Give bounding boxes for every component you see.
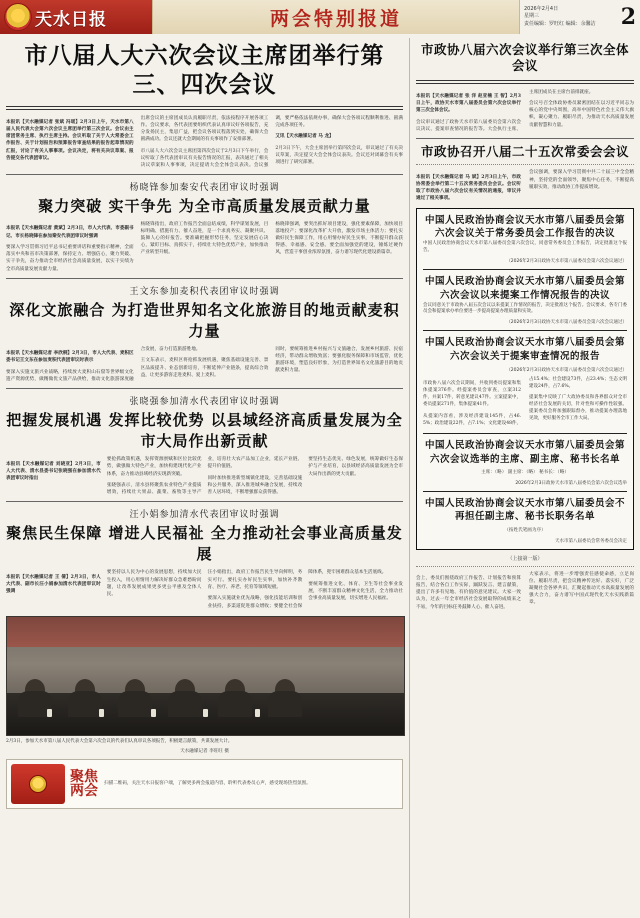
divider xyxy=(6,278,403,279)
paragraph: 杨晓锋指出，政府工作报告全面总结成绩，科学谋划发展，目标明确、措施有力、催人奋进，是一个求真务实、凝聚共识、鼓舞人心的好报告。要准确把握形势任务，坚定发展信心决心，紧盯目标、真抓实干，持续壮大特色优势产业，加快推动产业转型升级。 xyxy=(140,221,269,256)
lead-headline: 市八届人大六次会议主席团举行第三、四次会议 xyxy=(24,42,385,98)
divider xyxy=(416,164,634,165)
resolution-date: （2026年2月3日政协天水市第八届委员会第六次会议通过） xyxy=(506,320,627,326)
photo-caption: 2月3日，参加天水市第八届人民代表大会第六次会议的代表们认真审议各项报告，积极建言献策，共谋发展大计。 xyxy=(6,738,233,744)
article-section xyxy=(6,507,403,609)
divider xyxy=(6,501,403,502)
paragraph: 出席会议的主席团成员认真履职尽责，依法按程序开展各项工作。会议要求，各代表团要组织代表认真审议好各项报告，充分发扬民主，集思广益，把会议各项议程落到实处，确保大会圆满成功。会议还就大会期间的有关事项作了安排部署。 xyxy=(140,115,269,142)
divider xyxy=(6,106,403,110)
right-article-1 xyxy=(416,89,634,134)
resolution-date: （2026年2月3日政协天水市第八届委员会第六次会议通过） xyxy=(506,258,627,264)
paragraph: 本报讯【天水融媒记者 刘晓亚】2月3日，市人大代表、清水县委书记张晓强在参加清水代表团审议时指出 xyxy=(6,461,101,482)
paragraph: 王文东表示，麦积区将抢抓发展机遇，聚焦基础设施完善、景区品质提升、业态创新培育，不断延伸产业链条，提高综合效益，让更多游客走进麦积、爱上麦积。 xyxy=(140,358,269,378)
paragraph: 要坚持生态优先、绿色发展，统筹做好生态保护与产业培育，以县域经济高质量发展为全市大局作出新的更大贡献。 xyxy=(308,457,403,477)
article-section xyxy=(6,180,403,273)
paragraph: 要深入实施文旅兴业战略，持续放大麦积山石窟等世界级文化遗产资源优势，做精做优文旅产品供给，推动文化旅游深度融合发展，奋力打造旅游胜地。 xyxy=(6,346,201,383)
photo-credit: 天水融媒记者 李旺旺 摄 xyxy=(180,749,229,755)
paragraph: 会议号召全体政协委员紧密团结在以习近平同志为核心的党中央周围，高举中国特色社会主义伟大旗帜，凝心聚力、履职尽责，为推动天水高质量发展贡献智慧和力量。 xyxy=(529,101,634,128)
paragraph: 会议强调，要深入学习贯彻中共二十届三中全会精神，坚持党的全面领导，聚焦中心任务，不断提高履职实效，推动政协工作提质增效。 xyxy=(529,170,634,190)
paragraph: 杨晓锋强调，要突出抓好项目建设，强化要素保障，加快项目落地投产；要深化改革扩大开放，激发市场主体活力；要扎实做好民生保障工作，用心用情办好民生实事，不断提升群众获得感、幸福感、安全感。要全面加强党的建设，锤炼过硬作风，营造干事创业浓厚氛围，奋力谱写现代化建设新篇章。 xyxy=(275,221,403,256)
paragraph: 大家表示，将进一步增强责任感使命感，立足岗位、履职尽责，把会议精神传达好、落实好，广泛凝聚社会各界共识，汇聚起推动天水高质量发展的强大合力，奋力谱写中国式现代化天水实践新篇章。 xyxy=(529,571,634,605)
article-body xyxy=(6,346,403,384)
article-kicker: 王文东参加麦积代表团审议时强调 xyxy=(129,286,280,297)
masthead xyxy=(0,0,640,34)
promo-badge: 聚焦 两会 xyxy=(70,768,98,800)
secondary-note-text: 2月3日下午，大会主席团举行第四次会议，审议通过了有关决议草案，决定提交大会全体会议表决。会议还对闭幕会有关事项进行了研究部署。 xyxy=(275,146,403,166)
notice-body: 主席：（略） 副主席：（略） 秘书长：（略） xyxy=(481,470,569,476)
divider xyxy=(6,174,403,175)
notice-title: 中国人民政治协商会议天水市第八届委员会第六次会议选举的主席、副主席、秘书长名单 xyxy=(424,439,625,465)
divider xyxy=(416,80,634,84)
divider xyxy=(6,388,403,389)
page-number: 2 xyxy=(620,4,636,30)
masthead-meta xyxy=(520,0,640,34)
continued-label: （上接第一版） xyxy=(507,555,543,562)
paragraph: 要抢抓政策机遇，发挥资源禀赋和区位比较优势，做强做大特色产业，加快构建现代化产业体系，奋力推动县域经济实现新突破。 xyxy=(106,457,202,477)
article-body xyxy=(6,456,403,496)
divider xyxy=(416,566,634,567)
divider xyxy=(423,491,627,492)
notice-body: （按姓氏笔画为序） xyxy=(504,528,546,534)
continued-article xyxy=(416,571,634,613)
paragraph: 会议审议通过了政协天水市第八届委员会第六次会议决议、提案审查情况的报告等。大会执行主席、主席团成员在主席台前排就座。 xyxy=(416,89,594,133)
resolutions-box xyxy=(416,208,634,550)
divider xyxy=(423,330,627,331)
photo-backdrop xyxy=(7,617,404,647)
secondary-note-title: 又讯【天水融媒记者 马 龙】 xyxy=(275,134,334,140)
paragraph: 汪小娟指出，政府工作报告民生导向鲜明，务实可行。要扎实办好民生实事，加快补齐教育、医疗、养老、托育等领域短板。 xyxy=(207,570,303,590)
paragraph: 本报讯【天水融媒记者 马 斌】2月3日上午，市政协常委会举行第二十五次常务委员会会议。会议听取了市政协八届六次会议有关情况的通报，审议并通过了相关事项。 xyxy=(416,175,521,202)
notice-date: 2026年2月3日政协天水市第八届委员会第六次会议选举 xyxy=(515,480,627,486)
divider xyxy=(423,269,627,270)
article-kicker: 张晓强参加清水代表团审议时强调 xyxy=(129,397,280,408)
promo-block[interactable] xyxy=(6,759,403,809)
paragraph: 同时，要统筹推进乡村振兴与文旅融合，发展乡村旅游、民宿经济，带动群众增收致富；要强化服务保障和市场监管，优化旅游环境，塑造良好形象，为打造世界知名文化旅游目的地贡献麦积力量。 xyxy=(275,346,403,374)
paragraph: 要深入实施就业优先战略，强化技能培训和创业扶持，多渠道促进群众增收；要健全社会保障体系，兜牢困难群众基本生活底线。 xyxy=(207,570,387,609)
page-body xyxy=(0,34,640,918)
article-body xyxy=(6,569,403,609)
national-emblem-icon xyxy=(4,3,32,31)
right-article-2 xyxy=(416,169,634,202)
meeting-photo xyxy=(6,616,405,736)
divider xyxy=(423,433,627,434)
article-section xyxy=(6,394,403,496)
resolution-title: 中国人民政治协商会议天水市第八届委员会第六次会议关于常务委员会工作报告的决议 xyxy=(424,214,625,240)
special-coverage-banner xyxy=(152,0,520,34)
article-headline: 深化文旅融合 为打造世界知名文化旅游目的地贡献麦积力量 xyxy=(9,300,400,340)
notice-title: 中国人民政治协商会议天水市第八届委员会不再担任副主席、秘书长职务名单 xyxy=(424,497,625,523)
paragraph: 市八届人大六次会议主席团第四次会议于2月3日下午举行，会议听取了各代表团审议有关报告情况的汇报，表决通过了相关决议草案和人事事项，决定提请大会全体会议表决。会议强调，要严格依法依规办事，确保大会各项议程顺利推进、圆满完成各项任务。 xyxy=(140,115,403,168)
paragraph: 提案集中反映了广大政协委员和各界群众对全市经济社会发展的关切，针对性和可操作性较强。提案委员会将加强跟踪督办，推动提案办理落地见效，更好服务全市工作大局。 xyxy=(529,395,627,422)
resolution-body: 会议同意关于市政协八届五次会议以来提案工作情况的报告，决定批准这个报告。会议要求，各专门委员会和提案承办单位要进一步提高提案办理质量和实效。 xyxy=(423,302,627,315)
paragraph: 本报讯【天水融媒记者 张 洋 赵亚楠 王 智】2月3日上午，政协天水市第八届委员会第六次会议举行第三次全体会议。 xyxy=(416,94,521,114)
paragraph: 要统筹推进文化、体育、卫生等社会事业发展，不断丰富群众精神文化生活，全力推动社会事业高质量发展，切实增进人民福祉。 xyxy=(308,582,403,602)
paragraph: 会上，委员们围绕政府工作报告、计划报告和预算报告，结合各自工作实际，踊跃发言、建言献策，提出了许多有见地、有价值的意见建议。大家一致认为，过去一年全市经济社会发展取得的成绩来之不易，今年的目标任务鼓舞人心、催人奋进。 xyxy=(416,576,521,610)
paragraph: 要坚持以人民为中心的发展思想，持续加大民生投入，用心用情用力解决好群众急难愁盼问题，让改革发展成果更多更公平惠及全体人民。 xyxy=(106,570,202,597)
paragraph: 本报讯【天水融媒记者 王 倩】2月3日，市人大代表、副市长汪小娟参加清水代表团审议时强调 xyxy=(6,575,101,595)
article-headline: 聚焦民生保障 增进人民福祉 全力推动社会事业高质量发展 xyxy=(6,524,403,564)
left-column xyxy=(6,38,410,918)
masthead-logo xyxy=(0,0,152,34)
paper-name: 天水日报 xyxy=(35,9,107,30)
paragraph: 市政协八届六次会议期间，共收到委员提案和集体提案376件。经提案委员会审查，立案312件，并案17件，转意见建议47件。立案提案中，委员提案271件，集体提案41件。 xyxy=(423,381,521,408)
divider xyxy=(416,138,634,139)
paragraph: 本报讯【天水融媒记者 张斌 冯瑶】2月3日上午，天水市第八届人民代表大会第六次会议主席团举行第三次会议。会议由主席团常务主席、执行主席主持。会议听取了关于人大常委会工作报告、关于计划报告和预算报告审查结果的报告起草情况的汇报，讨论了有关人事事项。会议决定，将有关决议草案、报告提交各代表团审议。 xyxy=(6,120,134,161)
paragraph: 本报讯【天水融媒记者 黄斌】2月3日，市人大代表、市委副书记、市长杨晓锋在参加秦安代表团审议时强调 xyxy=(6,226,134,239)
article-section xyxy=(6,284,403,384)
resolution-title: 中国人民政治协商会议天水市第八届委员会第六次会议关于提案审查情况的报告 xyxy=(424,337,625,363)
resolution-title: 中国人民政治协商会议天水市第八届委员会第六次会议以来提案工作情况报告的决议 xyxy=(424,275,625,301)
editor-line: 责任编辑：罗旺红 编辑：余馨洁 xyxy=(524,20,596,27)
paragraph: 从提案内容看，涉及经济建设145件，占46.5%；政治建设22件，占7.1%；文化建设48件，占15.4%；社会建设73件，占23.4%；生态文明建设24件，占7.6%。 xyxy=(423,376,627,426)
right-column xyxy=(410,38,634,918)
article-headline: 把握发展机遇 发挥比较优势 以县域经济高质量发展为全市大局作出新贡献 xyxy=(6,411,403,451)
right-headline-1: 市政协八届六次会议举行第三次全体会议 xyxy=(420,42,629,74)
right-headline-2: 市政协召开八届二十五次常委会会议 xyxy=(420,144,629,160)
paragraph: 要深入学习贯彻习近平总书记重要讲话和重要指示精神，全面落实中央和省市决策部署，保持定力、增强信心，聚力突破、实干争先，奋力推动全市经济社会高质量发展，以实干实绩为全市高质量发展贡献力量。 xyxy=(6,245,134,272)
resolution-body: 中国人民政治协商会议天水市第八届委员会第六次会议，同意常务委员会工作报告，决定批准这个报告。 xyxy=(423,241,627,254)
article-body xyxy=(6,221,403,273)
lead-article-body xyxy=(6,115,403,169)
two-sessions-logo-icon xyxy=(11,764,65,804)
paragraph: 本报讯【天水融媒记者 李欣桐】2月3日，市人大代表、麦积区委书记王文东在参加麦积代表团审议时表示 xyxy=(6,351,134,364)
article-kicker: 汪小娟参加清水代表团审议时强调 xyxy=(129,510,280,521)
article-kicker: 杨晓锋参加秦安代表团审议时强调 xyxy=(129,182,280,193)
photo-block xyxy=(6,616,403,755)
article-headline: 聚力突破 实干争先 为全市高质量发展贡献力量 xyxy=(38,196,371,215)
promo-caption: 扫描二维码，关注天水日报客户端，了解更多两会报道内容，聆听代表委员心声，感受现场热烈氛围。 xyxy=(104,780,311,786)
issue-weekday: 星期三 xyxy=(524,13,540,20)
paragraph: 同时加快推进新型城镇化建设，完善基础设施和公共服务，深入推进城乡融合发展，持续改善人居环境，不断增强群众获得感。 xyxy=(207,476,303,496)
resolution-date: （2026年2月3日政协天水市第八届委员会第六次会议通过） xyxy=(506,367,627,373)
paragraph: 张晓强表示，清水县将聚焦农业特色产业提质增效，持续壮大果品、蔬菜、畜牧等主导产业，培育壮大农产品加工企业，延长产业链、提升价值链。 xyxy=(106,457,303,496)
notice-date: 天水市第八届委员会常务委员会决定 xyxy=(555,538,627,544)
report-body xyxy=(423,377,627,428)
special-coverage-title: 两会特别报道 xyxy=(269,7,402,30)
issue-date: 2026年2月4日 xyxy=(524,5,559,12)
